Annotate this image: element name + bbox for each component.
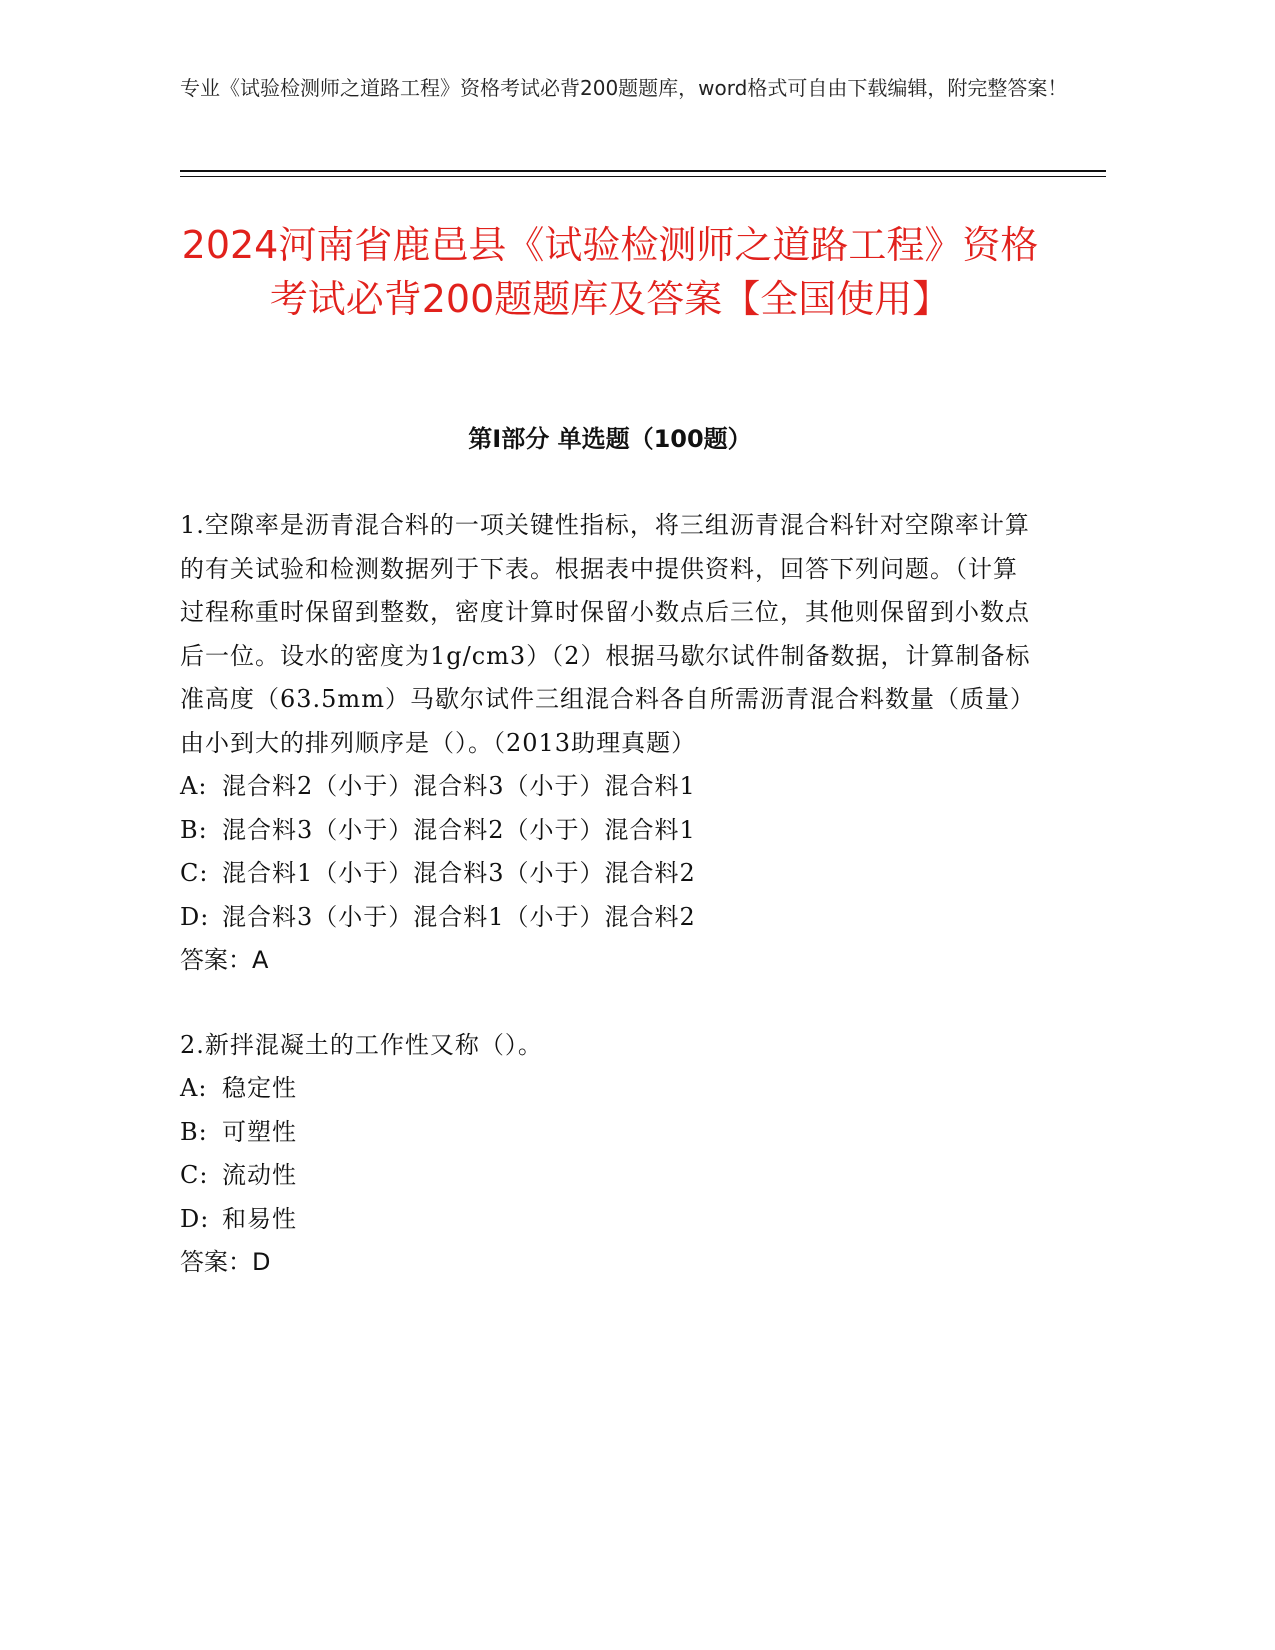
option-letter: D: — [180, 902, 210, 931]
question-1 — [180, 504, 1040, 983]
option-c — [180, 1154, 1040, 1198]
option-letter: C: — [180, 859, 209, 887]
option-letter: C: — [180, 1161, 209, 1189]
option-text: 稳定性 — [222, 1074, 297, 1102]
question-stem: 1.空隙率是沥青混合料的一项关键性指标，将三组沥青混合料针对空隙率计算的有关试验和检测数据列于下表。根据表中提供资料，回答下列问题。（计算过程称重时保留到整数，密度计算时保留小数点后三位，其他则保留到小数点后一位。设水的密度为1g/cm3）（2）根据马歇尔试件制备数据，计算制备标准高度（63.5mm）马歇尔试件三组混合料各自所需沥青混合料数量（质量）由小到大的排列顺序是（）。（2013助理真题） — [180, 511, 1035, 757]
option-text: 可塑性 — [222, 1117, 297, 1146]
option-letter: B: — [180, 1117, 208, 1146]
option-text: 混合料2（小于）混合料3（小于）混合料1 — [222, 772, 696, 800]
option-text: 混合料1（小于）混合料3（小于）混合料2 — [222, 859, 696, 887]
option-letter: D: — [180, 1204, 210, 1233]
option-text: 和易性 — [222, 1204, 297, 1233]
answer-line: 答案：D — [180, 1248, 271, 1276]
option-letter: B: — [180, 815, 208, 844]
question-list — [180, 504, 1040, 1326]
option-letter: A: — [180, 1074, 208, 1102]
option-a — [180, 765, 1040, 809]
answer-line: 答案：A — [180, 946, 269, 974]
option-a — [180, 1067, 1040, 1111]
document-title: 2024河南省鹿邑县《试验检测师之道路工程》资格考试必背200题题库及答案【全国使用】 — [181, 223, 1039, 321]
option-d — [180, 1198, 1040, 1242]
header-note: 专业《试验检测师之道路工程》资格考试必背200题题库，word格式可自由下载编辑，附完整答案！ — [180, 76, 1068, 100]
option-text: 流动性 — [222, 1161, 297, 1189]
section-heading: 第I部分 单选题（100题） — [468, 425, 752, 453]
header-divider-thin — [180, 176, 1106, 177]
option-b — [180, 1111, 1040, 1155]
option-text: 混合料3（小于）混合料1（小于）混合料2 — [222, 902, 696, 931]
option-c — [180, 852, 1040, 896]
question-2 — [180, 1024, 1040, 1285]
option-text: 混合料3（小于）混合料2（小于）混合料1 — [222, 815, 696, 844]
option-letter: A: — [180, 772, 208, 800]
header-divider-thick — [180, 170, 1106, 172]
option-b — [180, 809, 1040, 853]
option-d — [180, 896, 1040, 940]
question-stem: 2.新拌混凝土的工作性又称（）。 — [180, 1030, 543, 1059]
